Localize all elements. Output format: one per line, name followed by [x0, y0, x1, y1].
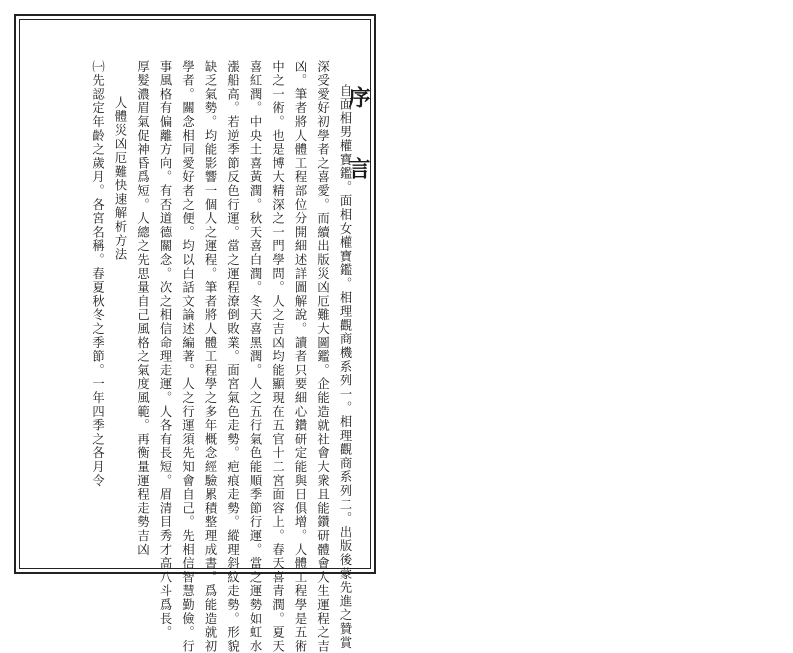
text-line: 缺乏氣勢。均能影響一個人之運程。筆者將人體工程學之多年概念經驗累積整理成書。爲能造就初 [203, 60, 217, 653]
section-heading: 人體災凶厄難快速解析方法 [113, 96, 127, 262]
text-line: 喜紅潤。中央土喜黃潤。秋天喜白潤。冬天喜黑潤。人之五行氣色能順季節行運。當之運勢如虹水 [248, 60, 262, 653]
text-line: 事風格有偏離方向。有否道德關念。次之相信命理走運。人各有長短。眉清目秀才高八斗爲長。 [158, 60, 172, 640]
text-line: 厚髮濃眉氣促神昏爲短。人總之先思量自己風格之氣度風範。再衡量運程走勢吉凶 [135, 60, 150, 557]
text-line: 漲船高。若逆季節反色行運。當之運程潦倒敗業。面宮氣色走勢。疤痕走勢。縱理斜紋走勢。形貌 [225, 60, 240, 653]
text-line: 深受愛好初學者之喜愛。而續出版災凶厄難大圖鑑。企能造就社會大衆且能鑽研體會人生運程之吉 [315, 60, 330, 653]
body-text [46, 60, 356, 653]
text-line: 學者。關念相同愛好者之便。均以白話文論述編著。人之行運須先知會自己。先相信智慧勤儉。行 [180, 60, 195, 653]
page-title: 序 言 [345, 86, 370, 191]
text-line: ㈠先認定年齡之歲月。各宮名稱。春夏秋冬之季節。一年四季之各月令 [90, 60, 105, 488]
text-line: 中之一術。也是博大精深之一門學問。人之吉凶均能顯現在五官十二宮面容上。春天喜青潤。夏天 [270, 60, 285, 653]
text-line: 自面相男權寶鑑。面相女權寶鑑。相理觀商機系列一。相理觀商系列二。出版後蒙先進之贊賞 [338, 84, 352, 650]
text-line: 凶。筆者將人體工程部位分開細述詳圖解說。讀者只要細心鑽研定能與日俱增。人體工程學是五術 [293, 60, 307, 653]
